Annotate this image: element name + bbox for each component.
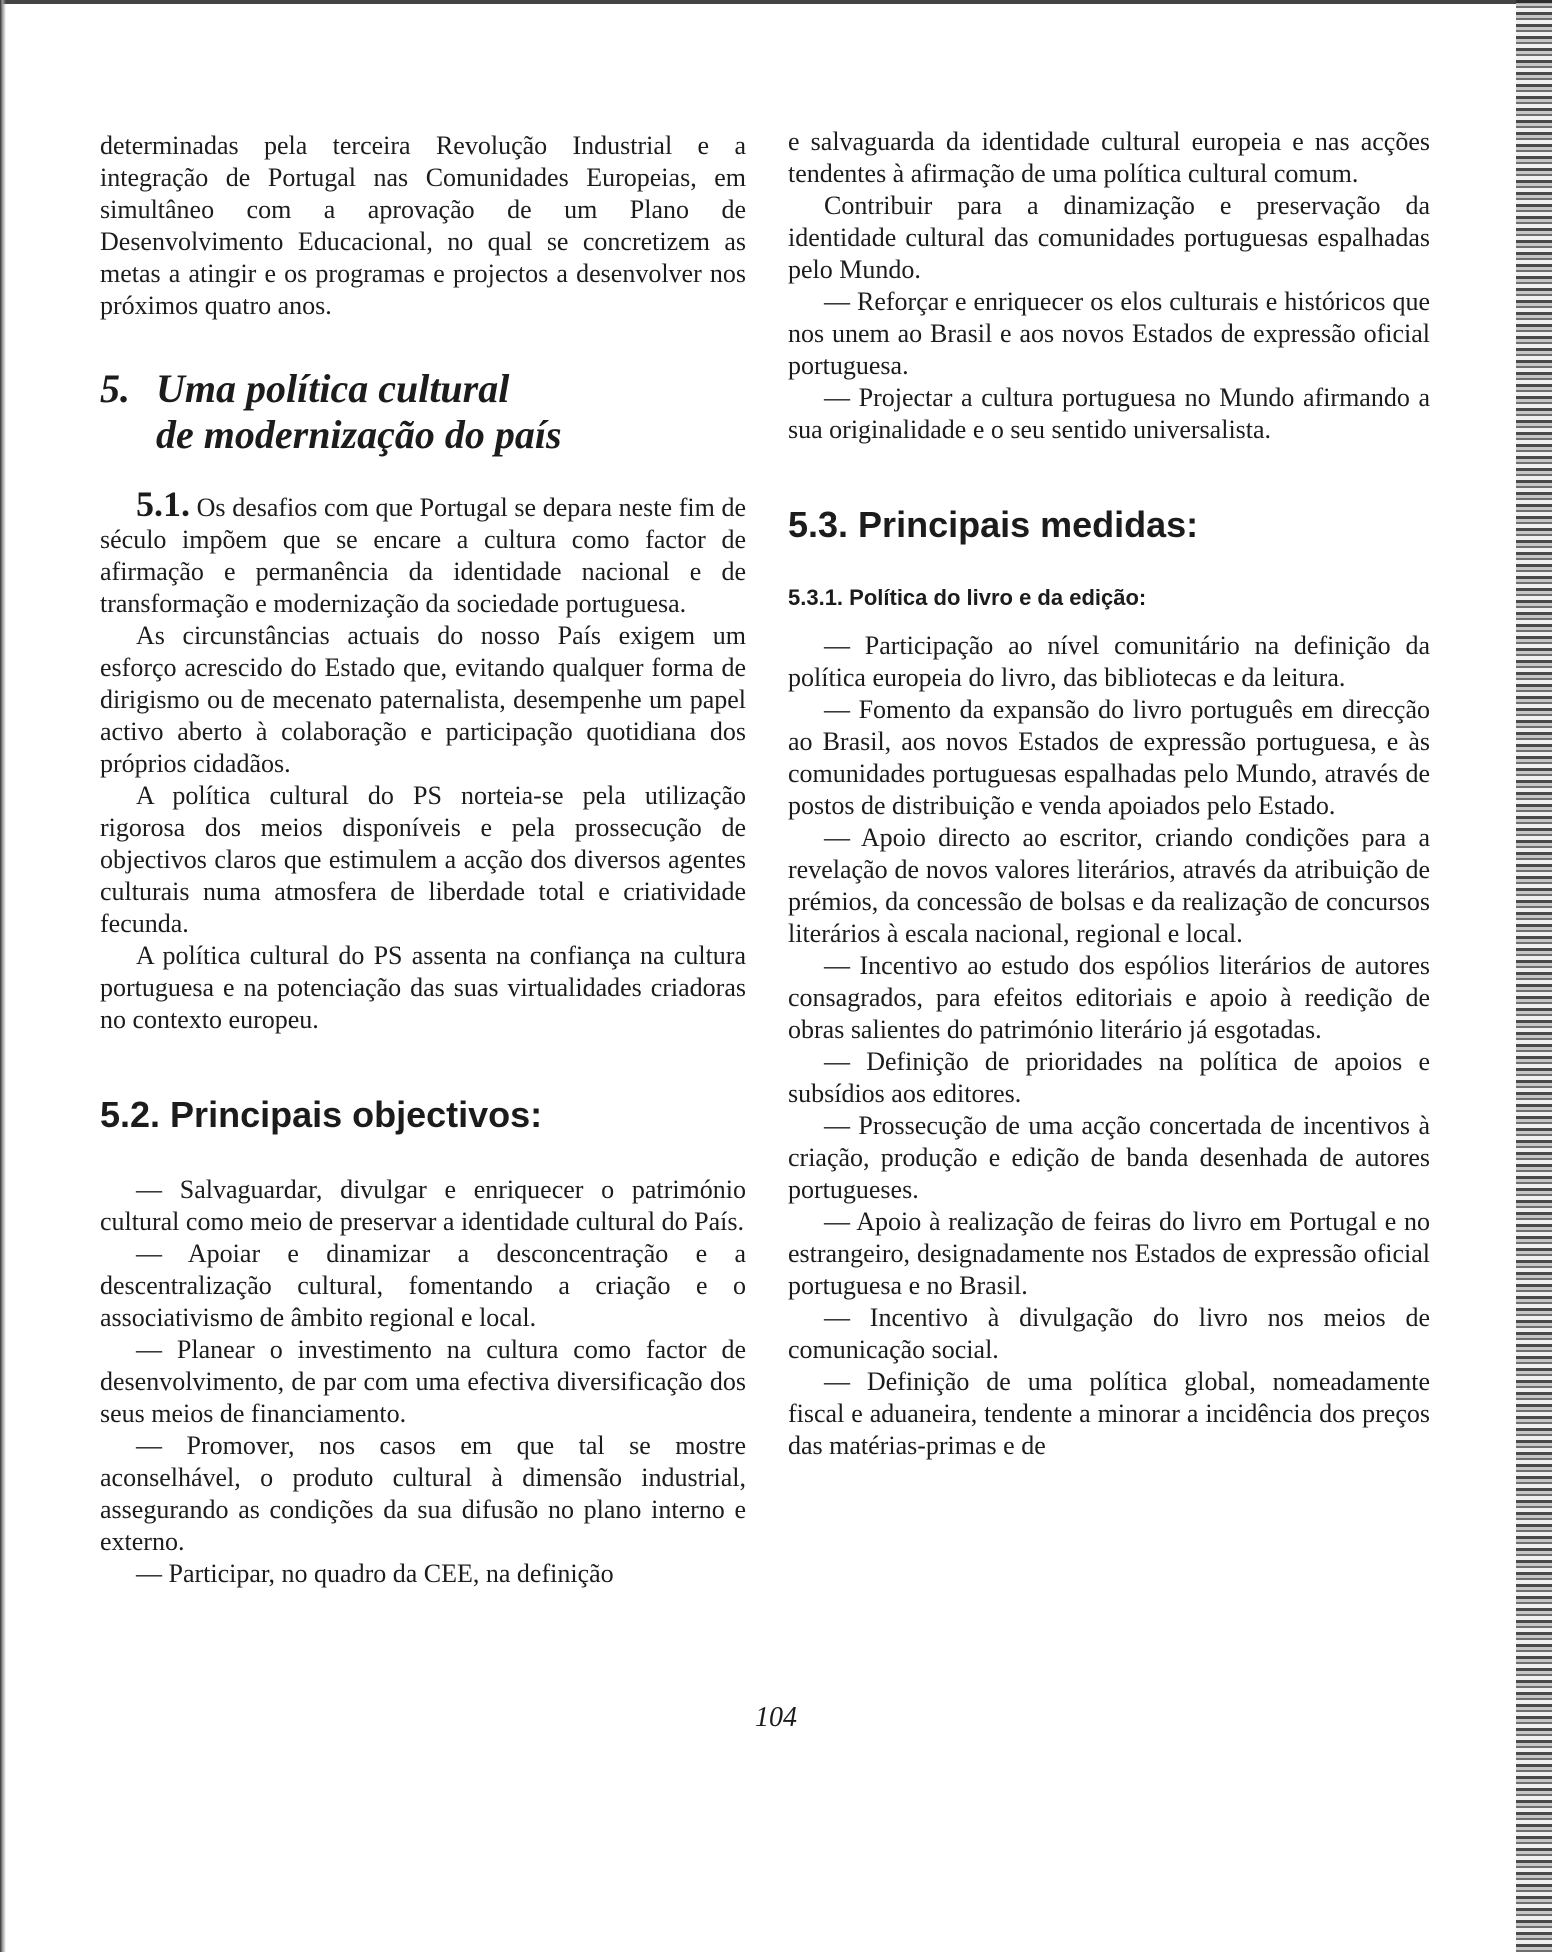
section-5-2-heading: 5.2. Principais objectivos: <box>100 1094 543 1135</box>
scan-left-edge <box>0 0 6 1952</box>
scan-top-edge <box>0 0 1552 4</box>
measure-item: — Apoio directo ao escritor, criando condições para a revelação de novos valores literários, através da atribuição de prémios, da concessão de bolsas e da realização de concursos literários à escala nacional, regional e local. <box>788 823 1430 948</box>
section-5-3-1-heading: 5.3.1. Política do livro e da edição: <box>788 585 1147 610</box>
section-5-1-number: 5.1. <box>136 484 190 524</box>
left-column <box>100 130 746 1590</box>
measure-item: — Definição de prioridades na política de apoios e subsídios aos editores. <box>788 1047 1430 1108</box>
objective-item: Contribuir para a dinamização e preservação da identidade cultural das comunidades portuguesas espalhadas pelo Mundo. <box>788 191 1430 284</box>
scan-right-edge <box>1516 0 1552 1952</box>
measure-item: — Incentivo à divulgação do livro nos meios de comunicação social. <box>788 1303 1430 1364</box>
section-5-1-paragraph-3: A política cultural do PS norteia-se pela utilização rigorosa dos meios disponíveis e pela prossecução de objectivos claros que estimulem a acção dos diversos agentes culturais numa atmosfera de liberdade total e criatividade fecunda. <box>100 781 746 938</box>
objective-item: — Projectar a cultura portuguesa no Mundo afirmando a sua originalidade e o seu sentido universalista. <box>788 383 1430 444</box>
objective-item: — Apoiar e dinamizar a desconcentração e a descentralização cultural, fomentando a criação e o associativismo de âmbito regional e local. <box>100 1239 746 1332</box>
objective-continuation: e salvaguarda da identidade cultural europeia e nas acções tendentes à afirmação de uma política cultural comum. <box>788 127 1430 188</box>
intro-paragraph: determinadas pela terceira Revolução Industrial e a integração de Portugal nas Comunidades Europeias, em simultâneo com a aprovação de um Plano de Desenvolvimento Educacional, no qual se concretizem as metas a atingir e os programas e projectos a desenvolver nos próximos quatro anos. <box>100 131 746 320</box>
measure-item: — Fomento da expansão do livro português em direcção ao Brasil, aos novos Estados de expressão portuguesa, e às comunidades portuguesas espalhadas pelo Mundo, através de postos de distribuição e venda apoiados pelo Estado. <box>788 695 1430 820</box>
section-5-number: 5. <box>100 366 130 411</box>
measure-item: — Participação ao nível comunitário na definição da política europeia do livro, das bibliotecas e da leitura. <box>788 631 1430 692</box>
section-5-title-line2: de modernização do país <box>156 412 562 457</box>
objective-item: — Planear o investimento na cultura como factor de desenvolvimento, de par com uma efectiva diversificação dos seus meios de financiamento. <box>100 1335 746 1428</box>
section-5-1-paragraph-4: A política cultural do PS assenta na confiança na cultura portuguesa e na potenciação das suas virtualidades criadoras no contexto europeu. <box>100 941 746 1034</box>
page-number: 104 <box>755 1702 797 1733</box>
section-5-3-heading: 5.3. Principais medidas: <box>788 504 1199 545</box>
measure-item: — Apoio à realização de feiras do livro em Portugal e no estrangeiro, designadamente nos Estados de expressão oficial portuguesa e no Brasil. <box>788 1207 1430 1300</box>
right-column <box>788 126 1430 1462</box>
section-5-1-paragraph-2: As circunstâncias actuais do nosso País exigem um esforço acrescido do Estado que, evitando qualquer forma de dirigismo ou de mecenato paternalista, desempenhe um papel activo aberto à colaboração e participação quotidiana dos próprios cidadãos. <box>100 621 746 778</box>
objective-item: — Participar, no quadro da CEE, na definição <box>136 1559 614 1588</box>
section-5-heading <box>100 366 746 458</box>
objective-item: — Promover, nos casos em que tal se mostre aconselhável, o produto cultural à dimensão industrial, assegurando as condições da sua difusão no plano interno e externo. <box>100 1431 746 1556</box>
section-5-title-line1: Uma política cultural <box>156 366 510 411</box>
objective-item: — Salvaguardar, divulgar e enriquecer o património cultural como meio de preservar a identidade cultural do País. <box>100 1175 746 1236</box>
measure-item: — Prossecução de uma acção concertada de incentivos à criação, produção e edição de banda desenhada de autores portugueses. <box>788 1111 1430 1204</box>
section-5-1-paragraph-1: 5.1. Os desafios com que Portugal se depara neste fim de século impõem que se encare a cultura como factor de afirmação e permanência da identidade nacional e de transformação e modernização da sociedade portuguesa. <box>100 484 746 618</box>
measure-item: — Definição de uma política global, nomeadamente fiscal e aduaneira, tendente a minorar a incidência dos preços das matérias-primas e de <box>788 1367 1430 1460</box>
objective-item: — Reforçar e enriquecer os elos culturais e históricos que nos unem ao Brasil e aos novos Estados de expressão oficial portuguesa. <box>788 287 1430 380</box>
measure-item: — Incentivo ao estudo dos espólios literários de autores consagrados, para efeitos editoriais e apoio à reedição de obras salientes do património literário já esgotadas. <box>788 951 1430 1044</box>
